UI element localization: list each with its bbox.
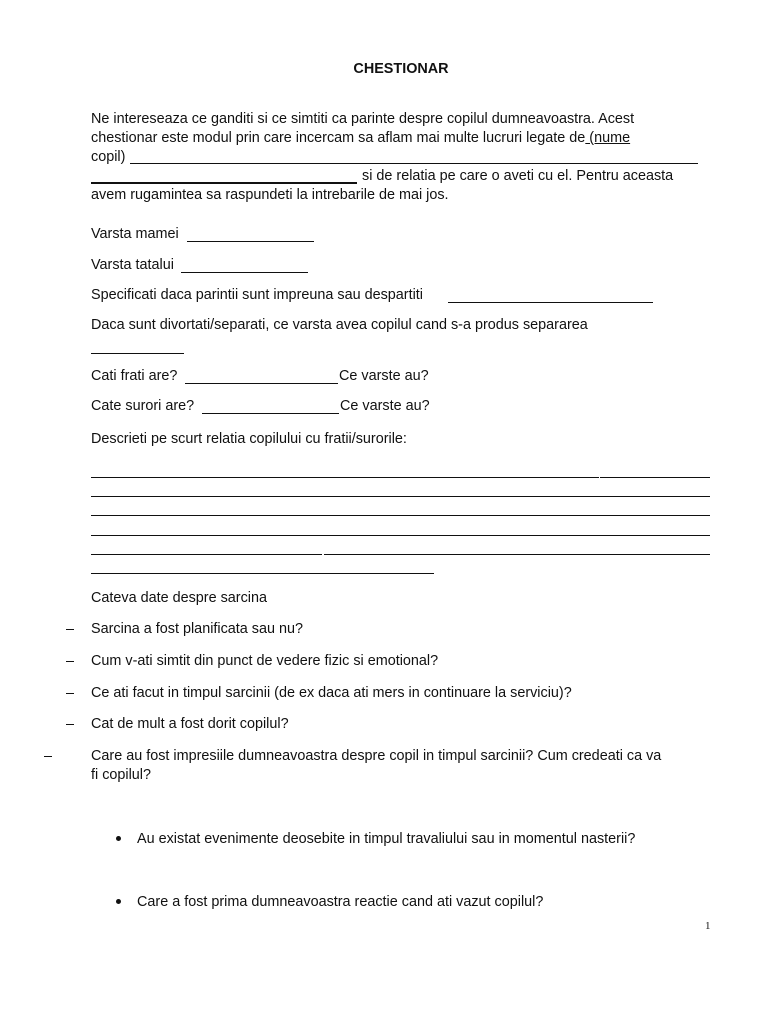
brothers-label: Cati frati are? [91, 368, 178, 384]
pregnancy-q1: Sarcina a fost planificata sau nu? [91, 621, 303, 637]
sisters-count-blank[interactable] [202, 413, 339, 414]
intro-line-2 [91, 129, 630, 147]
siblings-answer-line-5a[interactable] [91, 554, 322, 555]
siblings-answer-line-1b[interactable] [600, 477, 710, 478]
brothers-count-blank[interactable] [185, 383, 338, 384]
sisters-label: Cate surori are? [91, 398, 195, 414]
intro-line-1: Ne intereseaza ce ganditi si ce simtiti ca parinte despre copilul dumneavoastra. Acest [91, 111, 635, 127]
child-name-blank-1[interactable] [130, 163, 698, 164]
pregnancy-q4: Cat de mult a fost dorit copilul? [91, 716, 289, 732]
dash-marker [66, 661, 74, 662]
siblings-answer-line-6[interactable] [91, 573, 434, 574]
pregnancy-q2: Cum v-ati simtit din punct de vedere fizic si emotional? [91, 653, 439, 669]
intro-line-4: si de relatia pe care o aveti cu el. Pentru aceasta [362, 168, 674, 184]
mother-age-blank[interactable] [187, 241, 314, 242]
sisters-ages-label: Ce varste au? [340, 398, 430, 414]
child-name-blank-2[interactable] [91, 182, 357, 184]
bullet-marker [116, 836, 121, 841]
pregnancy-heading: Cateva date despre sarcina [91, 590, 267, 606]
siblings-answer-line-5b[interactable] [324, 554, 710, 555]
father-age-blank[interactable] [181, 272, 308, 273]
siblings-answer-line-3[interactable] [91, 515, 710, 516]
bullet-marker [116, 899, 121, 904]
brothers-ages-label: Ce varste au? [339, 368, 429, 384]
dash-marker [66, 724, 74, 725]
siblings-answer-line-4[interactable] [91, 535, 710, 536]
father-age-label: Varsta tatalui [91, 257, 174, 273]
parents-status-blank[interactable] [448, 302, 653, 303]
intro-line-2-text: chestionar este modul prin care incercam sa aflam mai multe lucruri legate de [91, 130, 586, 146]
dash-marker [66, 629, 74, 630]
pregnancy-q3: Ce ati facut in timpul sarcinii (de ex daca ati mers in continuare la serviciu)? [91, 685, 572, 701]
birth-q1: Au existat evenimente deosebite in timpul travaliului sau in momentul nasterii? [137, 831, 636, 847]
intro-line-5: avem rugamintea sa raspundeti la intrebarile de mai jos. [91, 187, 449, 203]
birth-q2: Care a fost prima dumneavoastra reactie cand ati vazut copilul? [137, 894, 544, 910]
siblings-answer-line-2[interactable] [91, 496, 710, 497]
separation-age-label: Daca sunt divortati/separati, ce varsta avea copilul cand s-a produs separarea [91, 317, 588, 333]
pregnancy-q5-line-2: fi copilul? [91, 767, 151, 783]
parents-status-label: Specificati daca parintii sunt impreuna sau despartiti [91, 287, 423, 303]
mother-age-label: Varsta mamei [91, 226, 179, 242]
child-name-hint: (nume [585, 130, 631, 146]
pregnancy-q5-line-1: Care au fost impresiile dumneavoastra despre copil in timpul sarcinii? Cum credeati ca va [91, 748, 662, 764]
siblings-relation-label: Descrieti pe scurt relatia copilului cu fratii/surorile: [91, 431, 407, 447]
separation-age-blank[interactable] [91, 353, 184, 354]
siblings-answer-line-1a[interactable] [91, 477, 599, 478]
dash-marker [44, 756, 52, 757]
page-title: CHESTIONAR [353, 61, 449, 77]
intro-line-3: copil) [91, 149, 126, 165]
page-number: 1 [705, 920, 711, 932]
dash-marker [66, 693, 74, 694]
